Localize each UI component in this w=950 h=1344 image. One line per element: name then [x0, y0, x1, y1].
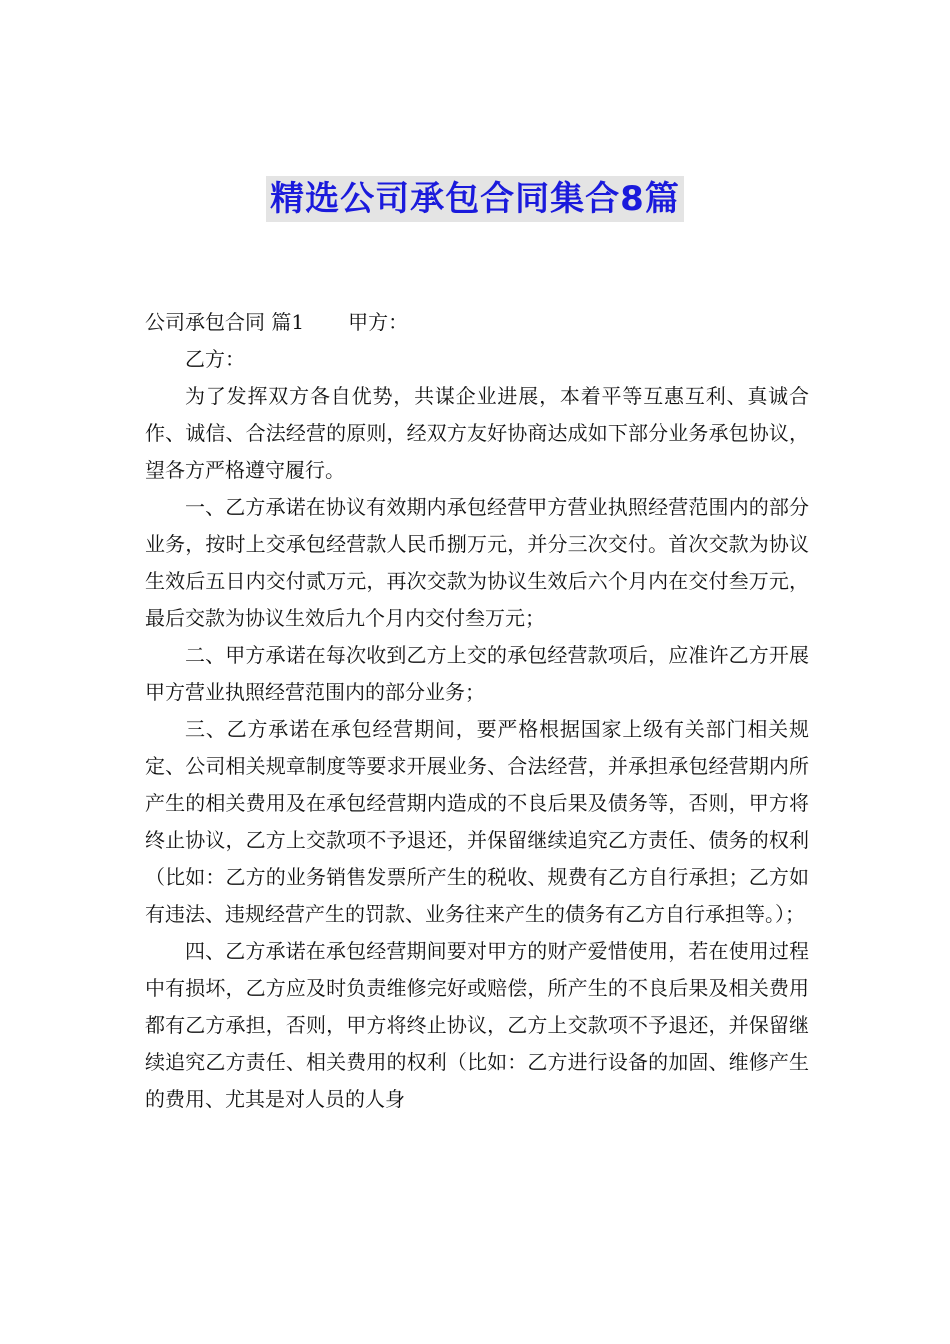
document-title: 精选公司承包合同集合8篇: [266, 176, 684, 222]
paragraph-intro: 为了发挥双方各自优势，共谋企业进展，本着平等互惠互利、真诚合作、诚信、合法经营的原则，经双方友好协商达成如下部分业务承包协议，望各方严格遵守履行。: [145, 384, 809, 482]
paragraph-clause-2: 二、甲方承诺在每次收到乙方上交的承包经营款项后，应准许乙方开展甲方营业执照经营范围内的部分业务；: [145, 643, 809, 704]
section-heading: 公司承包合同 篇1: [145, 310, 305, 334]
party-b-label: 乙方：: [185, 347, 245, 371]
title-container: [0, 176, 950, 222]
paragraph-clause-3: 三、乙方承诺在承包经营期间，要严格根据国家上级有关部门相关规定、公司相关规章制度等要求开展业务、合法经营，并承担承包经营期内所产生的相关费用及在承包经营期内造成的不良后果及债务等，否则，甲方将终止协议，乙方上交款项不予退还，并保留继续追究乙方责任、债务的权利（比如：乙方的业务销售发票所产生的税收、规费有乙方自行承担；乙方如有违法、违规经营产生的罚款、业务往来产生的债务有乙方自行承担等。）；: [145, 717, 809, 926]
paragraph-clause-4: 四、乙方承诺在承包经营期间要对甲方的财产爱惜使用，若在使用过程中有损坏，乙方应及时负责维修完好或赔偿，所产生的不良后果及相关费用都有乙方承担，否则，甲方将终止协议，乙方上交款项不予退还，并保留继续追究乙方责任、相关费用的权利（比如：乙方进行设备的加固、维修产生的费用、尤其是对人员的人身: [145, 939, 809, 1111]
paragraph-clause-1: 一、乙方承诺在协议有效期内承包经营甲方营业执照经营范围内的部分业务，按时上交承包经营款人民币捌万元，并分三次交付。首次交款为协议生效后五日内交付贰万元，再次交款为协议生效后六个月内在交付叁万元，最后交款为协议生效后九个月内交付叁万元；: [145, 495, 809, 630]
document-body: [145, 304, 809, 1118]
section-heading-line: [145, 304, 809, 341]
party-a-label: 甲方：: [348, 310, 409, 334]
